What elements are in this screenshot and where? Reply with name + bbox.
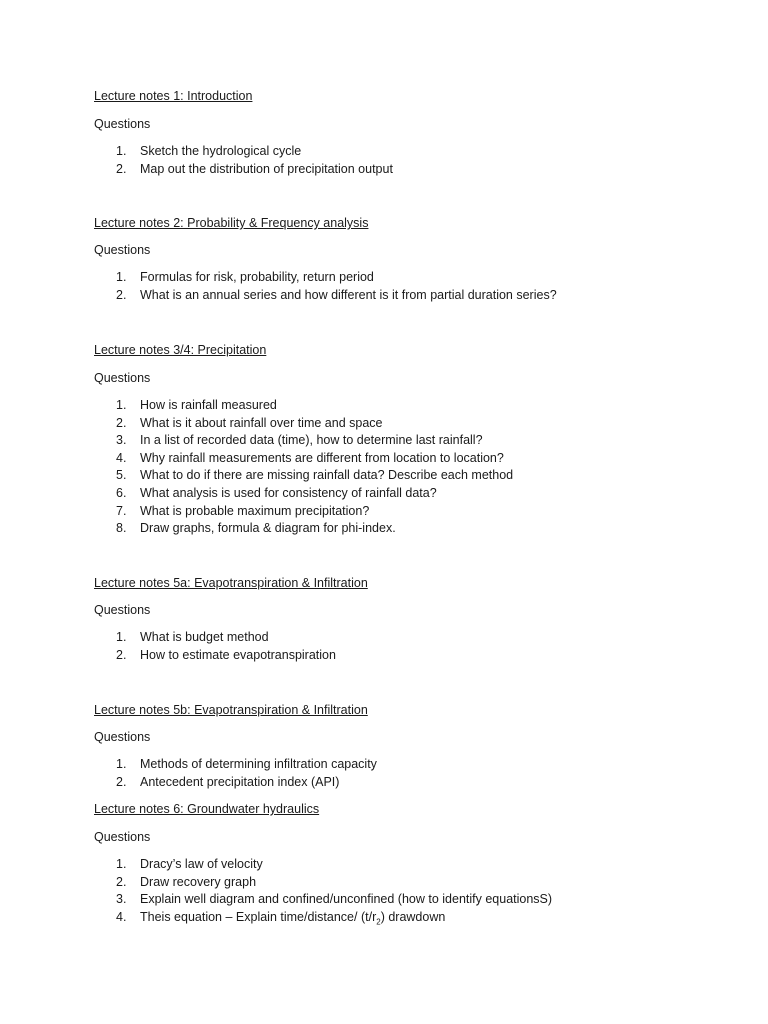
lecture-section-6 [94, 801, 714, 927]
questions-label: Questions [94, 117, 151, 131]
item-text: Explain well diagram and confined/unconfined (how to identify equationsS) [140, 892, 553, 907]
item-text: Map out the distribution of precipitation output [140, 161, 393, 176]
section-heading: Lecture notes 3/4: Precipitation [94, 343, 267, 357]
item-number: 2. [116, 874, 127, 889]
questions-label: Questions [94, 243, 151, 257]
item-number: 3. [116, 892, 127, 907]
item-number: 1. [116, 270, 127, 284]
item-number: 2. [116, 161, 127, 176]
item-text: Methods of determining infiltration capacity [140, 757, 377, 771]
subscript-two: 2 [376, 917, 381, 927]
item-text: Sketch the hydrological cycle [140, 144, 302, 158]
item-number: 8. [116, 521, 127, 536]
item-number: 3. [116, 433, 127, 448]
item-text: Why rainfall measurements are different from location to location? [140, 450, 504, 465]
item-text [140, 909, 445, 925]
item-text: Draw recovery graph [140, 874, 257, 889]
item-text: Antecedent precipitation index (API) [140, 774, 340, 789]
item-text: What is probable maximum precipitation? [140, 503, 370, 518]
section-heading: Lecture notes 2: Probability & Frequency analysis [94, 216, 369, 230]
item-number: 7. [116, 503, 127, 518]
section-heading: Lecture notes 5a: Evapotranspiration & Infiltration [94, 576, 368, 590]
lecture-section-5a [94, 575, 714, 662]
item-text: Dracy’s law of velocity [140, 857, 263, 871]
item-number: 1. [116, 757, 127, 771]
item-number: 2. [116, 415, 127, 430]
item-text-after: ) drawdown [380, 909, 446, 924]
item-text: What is it about rainfall over time and space [140, 415, 383, 430]
item-number: 2. [116, 287, 127, 302]
item-text: What is an annual series and how different is it from partial duration series? [140, 287, 557, 302]
item-text: What to do if there are missing rainfall data? Describe each method [140, 468, 514, 483]
questions-label: Questions [94, 730, 151, 744]
item-number: 4. [116, 450, 127, 465]
item-text: What analysis is used for consistency of rainfall data? [140, 485, 437, 500]
item-text: How is rainfall measured [140, 398, 277, 412]
lecture-section-3 [94, 342, 714, 536]
item-number: 2. [116, 774, 127, 789]
questions-label: Questions [94, 603, 151, 617]
item-text-before: Theis equation – Explain time/distance/ (t/r [140, 909, 377, 924]
item-number: 1. [116, 144, 127, 158]
item-text: In a list of recorded data (time), how to determine last rainfall? [140, 433, 483, 448]
item-text: Draw graphs, formula & diagram for phi-index. [140, 521, 396, 536]
item-number: 4. [116, 909, 127, 924]
questions-label: Questions [94, 830, 151, 844]
questions-label: Questions [94, 371, 151, 385]
section-heading: Lecture notes 1: Introduction [94, 89, 253, 103]
item-number: 1. [116, 398, 127, 412]
item-number: 1. [116, 857, 127, 871]
section-heading: Lecture notes 5b: Evapotranspiration & Infiltration [94, 703, 368, 717]
item-number: 5. [116, 468, 127, 483]
lecture-section-5b [94, 702, 714, 789]
item-number: 6. [116, 485, 127, 500]
item-number: 1. [116, 630, 127, 644]
item-text: What is budget method [140, 630, 269, 644]
item-text: How to estimate evapotranspiration [140, 647, 336, 662]
item-number: 2. [116, 647, 127, 662]
item-text: Formulas for risk, probability, return period [140, 270, 374, 284]
lecture-section-1 [94, 88, 714, 176]
section-heading: Lecture notes 6: Groundwater hydraulics [94, 802, 320, 816]
lecture-section-2 [94, 215, 714, 302]
